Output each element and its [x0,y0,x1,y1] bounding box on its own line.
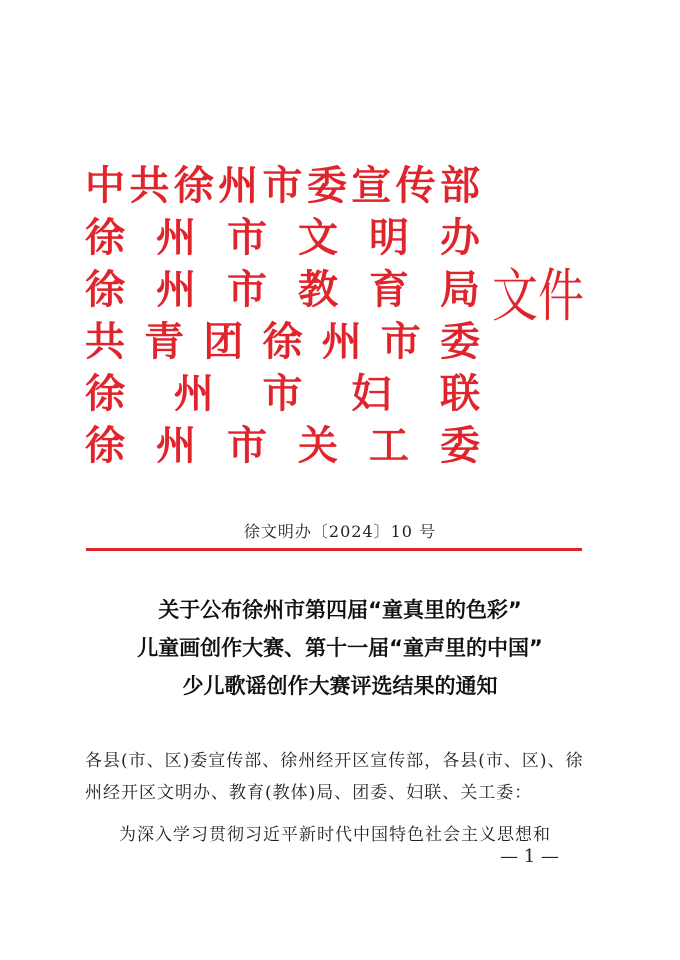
document-number: 徐文明办〔2024〕10 号 [243,522,437,541]
issuer-line-1: 中 共 徐 州 市 委 宣 传 部 [85,162,480,209]
issuer-line-6: 徐 州 市 关 工 委 [85,422,480,469]
title-line-1: 关于公布徐州市第四届“童真里的色彩” [158,598,522,622]
document-label: 文件 [492,261,584,330]
issuer-line-3: 徐 州 市 教 育 局 [85,266,480,313]
title-line-3: 少儿歌谣创作大赛评选结果的通知 [182,674,498,698]
issuer-line-4: 共 青 团 徐 州 市 委 [85,318,480,365]
salutation-line-2: 州经开区文明办、教育(教体)局、团委、妇联、关工委： [85,783,533,803]
page-number: — 1 — [500,846,559,867]
salutation [85,745,600,809]
title-line-2: 儿童画创作大赛、第十一届“童声里的中国” [137,636,543,660]
document-title [60,591,620,705]
issuer-line-5: 徐 州 市 妇 联 [85,370,480,417]
body-paragraph: 为深入学习贯彻习近平新时代中国特色社会主义思想和 [119,825,551,845]
red-divider-line [86,548,582,551]
salutation-line-1: 各县(市、区)委宣传部、徐州经开区宣传部，各县(市、区)、徐 [85,751,584,771]
issuing-authorities [85,160,480,472]
issuer-line-2: 徐 州 市 文 明 办 [85,214,480,261]
